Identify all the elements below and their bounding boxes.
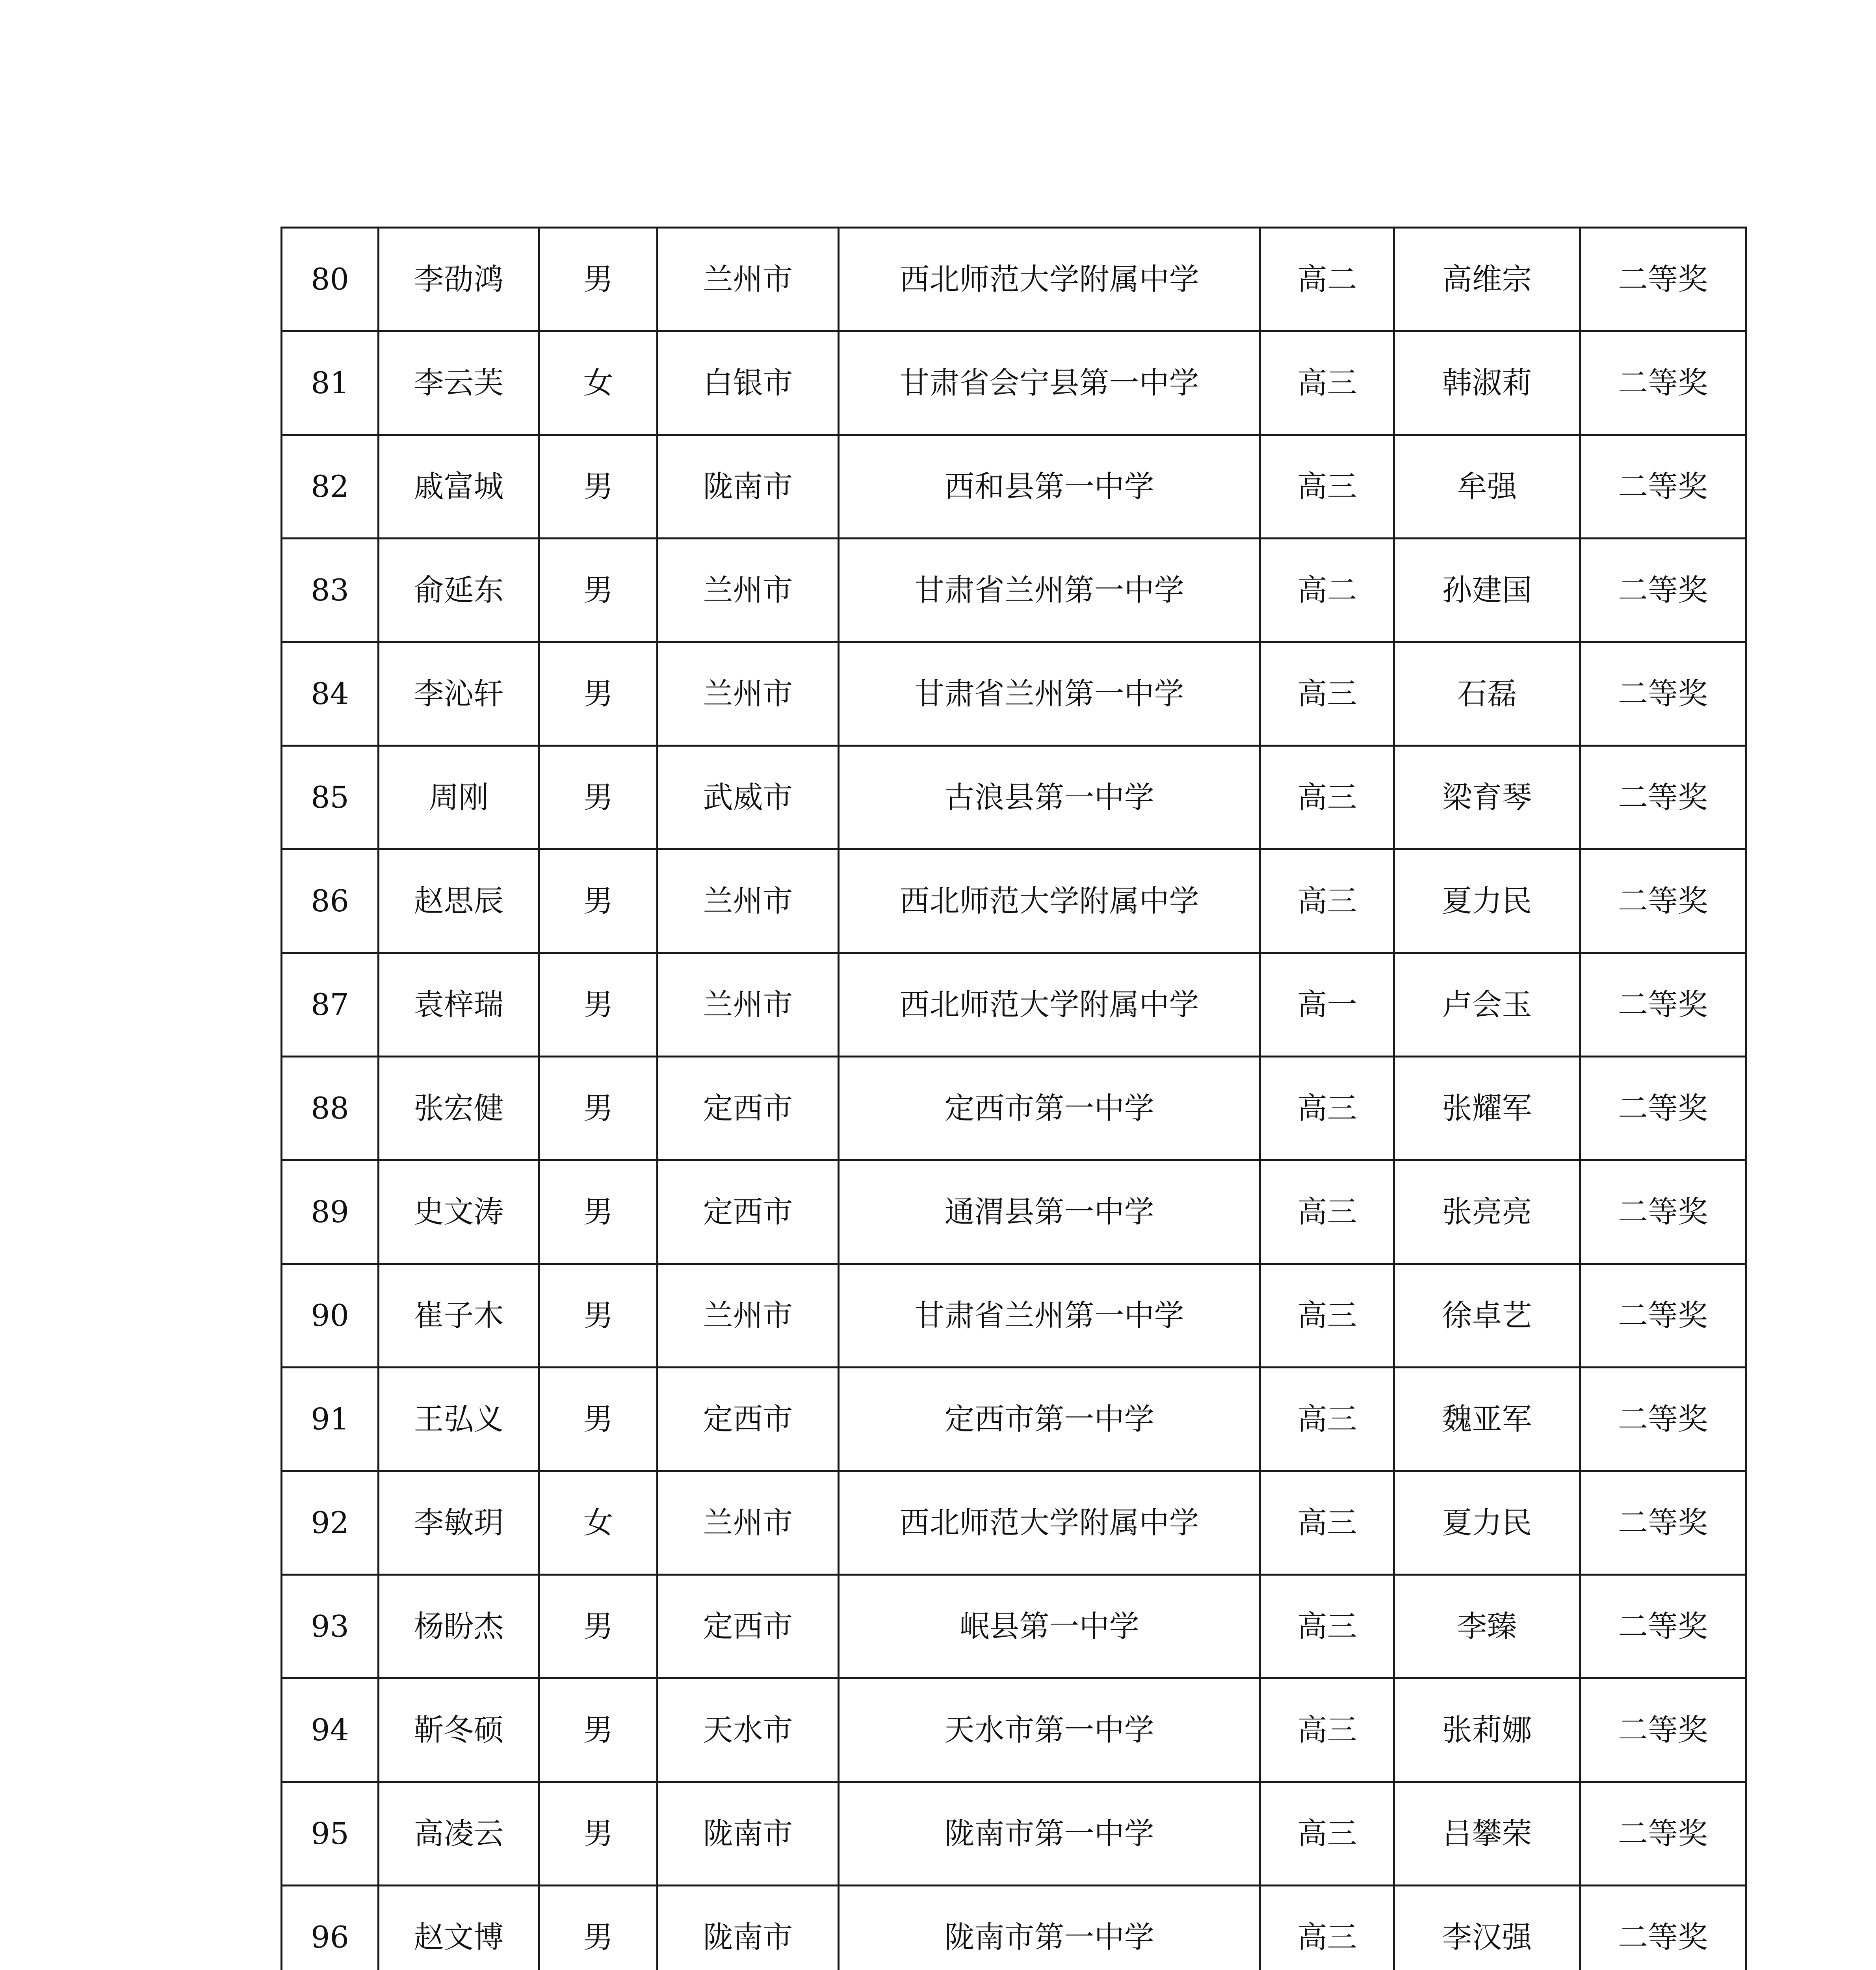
cell-city: 陇南市: [658, 1886, 839, 1970]
cell-serial-number: 95: [282, 1782, 379, 1886]
cell-award: 二等奖: [1580, 1782, 1746, 1886]
cell-serial-number: 85: [282, 746, 379, 849]
cell-school: 甘肃省兰州第一中学: [839, 1264, 1260, 1368]
cell-student-name: 崔子木: [379, 1264, 539, 1368]
cell-school: 甘肃省兰州第一中学: [839, 539, 1260, 642]
cell-grade: 高三: [1260, 331, 1394, 435]
table-row: [282, 1575, 1746, 1678]
cell-award: 二等奖: [1580, 1575, 1746, 1678]
cell-gender: 男: [539, 1160, 658, 1264]
cell-teacher: 牟强: [1394, 435, 1580, 539]
cell-grade: 高二: [1260, 228, 1394, 331]
award-table: [280, 227, 1747, 1970]
cell-award: 二等奖: [1580, 849, 1746, 953]
cell-teacher: 孙建国: [1394, 539, 1580, 642]
cell-serial-number: 93: [282, 1575, 379, 1678]
cell-grade: 高三: [1260, 1886, 1394, 1970]
cell-teacher: 高维宗: [1394, 228, 1580, 331]
cell-teacher: 李臻: [1394, 1575, 1580, 1678]
cell-teacher: 夏力民: [1394, 849, 1580, 953]
cell-award: 二等奖: [1580, 331, 1746, 435]
cell-student-name: 王弘义: [379, 1368, 539, 1471]
cell-serial-number: 94: [282, 1678, 379, 1782]
table-row: [282, 746, 1746, 849]
cell-gender: 男: [539, 435, 658, 539]
cell-city: 定西市: [658, 1575, 839, 1678]
cell-student-name: 李沁轩: [379, 642, 539, 746]
cell-school: 西和县第一中学: [839, 435, 1260, 539]
cell-city: 兰州市: [658, 1471, 839, 1575]
cell-gender: 男: [539, 642, 658, 746]
cell-serial-number: 88: [282, 1057, 379, 1160]
cell-grade: 高三: [1260, 1575, 1394, 1678]
cell-serial-number: 87: [282, 953, 379, 1057]
cell-serial-number: 86: [282, 849, 379, 953]
cell-grade: 高三: [1260, 1471, 1394, 1575]
cell-school: 天水市第一中学: [839, 1678, 1260, 1782]
cell-teacher: 魏亚军: [1394, 1368, 1580, 1471]
cell-school: 甘肃省会宁县第一中学: [839, 331, 1260, 435]
cell-grade: 高三: [1260, 1782, 1394, 1886]
cell-grade: 高三: [1260, 1678, 1394, 1782]
cell-teacher: 吕攀荣: [1394, 1782, 1580, 1886]
cell-award: 二等奖: [1580, 1471, 1746, 1575]
cell-grade: 高三: [1260, 1264, 1394, 1368]
cell-gender: 男: [539, 1264, 658, 1368]
table-row: [282, 1886, 1746, 1970]
cell-award: 二等奖: [1580, 746, 1746, 849]
cell-student-name: 张宏健: [379, 1057, 539, 1160]
cell-teacher: 梁育琴: [1394, 746, 1580, 849]
cell-teacher: 张亮亮: [1394, 1160, 1580, 1264]
cell-gender: 男: [539, 1678, 658, 1782]
cell-grade: 高三: [1260, 1057, 1394, 1160]
table-row: [282, 1160, 1746, 1264]
cell-gender: 男: [539, 1886, 658, 1970]
cell-student-name: 袁梓瑞: [379, 953, 539, 1057]
cell-serial-number: 91: [282, 1368, 379, 1471]
cell-gender: 女: [539, 1471, 658, 1575]
cell-student-name: 周刚: [379, 746, 539, 849]
cell-school: 西北师范大学附属中学: [839, 849, 1260, 953]
cell-teacher: 夏力民: [1394, 1471, 1580, 1575]
cell-gender: 男: [539, 1368, 658, 1471]
cell-gender: 男: [539, 849, 658, 953]
cell-gender: 男: [539, 228, 658, 331]
cell-student-name: 李劭鸿: [379, 228, 539, 331]
cell-school: 定西市第一中学: [839, 1368, 1260, 1471]
cell-student-name: 俞延东: [379, 539, 539, 642]
cell-school: 陇南市第一中学: [839, 1886, 1260, 1970]
cell-award: 二等奖: [1580, 1368, 1746, 1471]
cell-gender: 女: [539, 331, 658, 435]
table-row: [282, 539, 1746, 642]
cell-student-name: 戚富城: [379, 435, 539, 539]
cell-city: 定西市: [658, 1368, 839, 1471]
cell-school: 西北师范大学附属中学: [839, 228, 1260, 331]
cell-teacher: 张耀军: [1394, 1057, 1580, 1160]
cell-award: 二等奖: [1580, 1886, 1746, 1970]
cell-gender: 男: [539, 1575, 658, 1678]
cell-school: 陇南市第一中学: [839, 1782, 1260, 1886]
cell-serial-number: 89: [282, 1160, 379, 1264]
cell-city: 陇南市: [658, 435, 839, 539]
cell-gender: 男: [539, 1057, 658, 1160]
cell-school: 西北师范大学附属中学: [839, 953, 1260, 1057]
cell-city: 兰州市: [658, 228, 839, 331]
cell-grade: 高三: [1260, 746, 1394, 849]
cell-school: 甘肃省兰州第一中学: [839, 642, 1260, 746]
table-row: [282, 331, 1746, 435]
cell-award: 二等奖: [1580, 228, 1746, 331]
cell-grade: 高二: [1260, 539, 1394, 642]
cell-city: 兰州市: [658, 953, 839, 1057]
cell-award: 二等奖: [1580, 1160, 1746, 1264]
cell-school: 岷县第一中学: [839, 1575, 1260, 1678]
cell-student-name: 李敏玥: [379, 1471, 539, 1575]
cell-city: 武威市: [658, 746, 839, 849]
cell-teacher: 张莉娜: [1394, 1678, 1580, 1782]
cell-teacher: 李汉强: [1394, 1886, 1580, 1970]
cell-school: 定西市第一中学: [839, 1057, 1260, 1160]
cell-award: 二等奖: [1580, 953, 1746, 1057]
table-row: [282, 228, 1746, 331]
cell-award: 二等奖: [1580, 642, 1746, 746]
cell-student-name: 高凌云: [379, 1782, 539, 1886]
cell-serial-number: 82: [282, 435, 379, 539]
cell-city: 兰州市: [658, 642, 839, 746]
table-row: [282, 1264, 1746, 1368]
cell-teacher: 石磊: [1394, 642, 1580, 746]
cell-serial-number: 81: [282, 331, 379, 435]
cell-serial-number: 90: [282, 1264, 379, 1368]
cell-gender: 男: [539, 953, 658, 1057]
cell-city: 白银市: [658, 331, 839, 435]
cell-serial-number: 83: [282, 539, 379, 642]
cell-city: 定西市: [658, 1160, 839, 1264]
cell-gender: 男: [539, 746, 658, 849]
cell-student-name: 赵文博: [379, 1886, 539, 1970]
cell-award: 二等奖: [1580, 1264, 1746, 1368]
table-row: [282, 1471, 1746, 1575]
cell-student-name: 靳冬硕: [379, 1678, 539, 1782]
cell-city: 天水市: [658, 1678, 839, 1782]
cell-teacher: 卢会玉: [1394, 953, 1580, 1057]
table-row: [282, 1368, 1746, 1471]
award-table-body: [282, 228, 1746, 1970]
cell-teacher: 韩淑莉: [1394, 331, 1580, 435]
cell-grade: 高三: [1260, 849, 1394, 953]
cell-gender: 男: [539, 539, 658, 642]
table-row: [282, 642, 1746, 746]
cell-grade: 高三: [1260, 1160, 1394, 1264]
cell-student-name: 李云芙: [379, 331, 539, 435]
cell-grade: 高三: [1260, 1368, 1394, 1471]
cell-gender: 男: [539, 1782, 658, 1886]
cell-city: 兰州市: [658, 539, 839, 642]
cell-serial-number: 96: [282, 1886, 379, 1970]
table-row: [282, 1782, 1746, 1886]
cell-grade: 高三: [1260, 435, 1394, 539]
cell-serial-number: 92: [282, 1471, 379, 1575]
cell-city: 兰州市: [658, 1264, 839, 1368]
cell-teacher: 徐卓艺: [1394, 1264, 1580, 1368]
cell-city: 兰州市: [658, 849, 839, 953]
table-row: [282, 435, 1746, 539]
cell-award: 二等奖: [1580, 1678, 1746, 1782]
cell-school: 西北师范大学附属中学: [839, 1471, 1260, 1575]
cell-serial-number: 80: [282, 228, 379, 331]
table-row: [282, 953, 1746, 1057]
cell-city: 陇南市: [658, 1782, 839, 1886]
table-row: [282, 1057, 1746, 1160]
table-row: [282, 849, 1746, 953]
cell-school: 通渭县第一中学: [839, 1160, 1260, 1264]
cell-city: 定西市: [658, 1057, 839, 1160]
cell-grade: 高一: [1260, 953, 1394, 1057]
cell-grade: 高三: [1260, 642, 1394, 746]
cell-student-name: 史文涛: [379, 1160, 539, 1264]
cell-student-name: 赵思辰: [379, 849, 539, 953]
cell-award: 二等奖: [1580, 435, 1746, 539]
cell-student-name: 杨盼杰: [379, 1575, 539, 1678]
cell-award: 二等奖: [1580, 1057, 1746, 1160]
cell-school: 古浪县第一中学: [839, 746, 1260, 849]
cell-serial-number: 84: [282, 642, 379, 746]
cell-award: 二等奖: [1580, 539, 1746, 642]
table-row: [282, 1678, 1746, 1782]
